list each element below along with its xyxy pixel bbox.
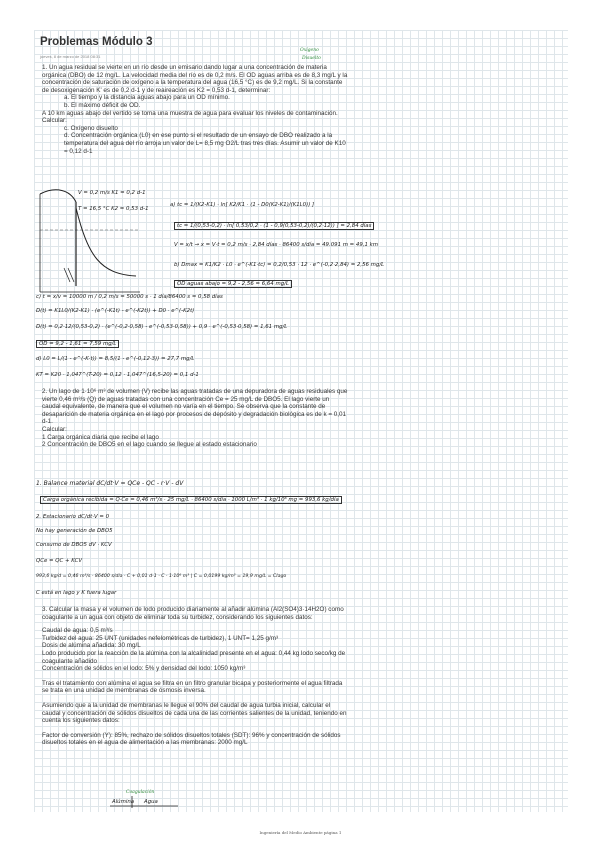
problem-2 — [42, 388, 348, 449]
load-result: Carga orgánica recibida = Q·Ce = 0,46 m³/s · 25 mg/L · 86400 s/día · 1000 L/m³ · 1 kg/10⁶ mg = 993,6 kg/día — [40, 496, 342, 504]
od-minimum: OD aguas abajo = 9,2 - 2,56 = 6,64 mg/L — [174, 280, 292, 288]
problem-1-item-a: a. El tiempo y la distancia aguas abajo para un OD mínimo. — [64, 94, 230, 102]
problem-3-membranes: Asumiendo que a la unidad de membranas le llegue el 90% del caudal de agua turbia inicial, calcular el caudal y concentración de sólidos disueltos de cada una de las corrientes salientes de la unidad, teniendo en cuenta los siguientes datos: — [42, 701, 347, 725]
problem-1-intro: 1. Un agua residual se vierte en un río desde un emisario dando lugar a una concentración de materia orgánica (DBO) de 12 mg/L. La velocidad media del río es de 0,2 m/s. El OD aguas arriba es de 8,3 mg/L y la concentración de saturación de oxígeno a la temperatura del agua (16,5 °C) es de 9,2 mg/L. Si la constante de desoxigenación K' es de 0,2 d-1 y de reaireación es K2 = 0,53 d-1, determinar: — [42, 64, 348, 94]
problem-2-item-2: 2 Concentración de DBO5 en el lago cuando se llegue al estado estacionario — [42, 441, 257, 449]
alumina-label: Alúmina — [112, 799, 135, 805]
balance-line: 1. Balance material dC/dt·V = QCe - QC - r·V - dV — [36, 480, 184, 487]
problem-3-flow: Caudal de agua: 0,5 m³/s — [42, 627, 113, 635]
calc-kt: KT = K20 · 1,047^(T-20) = 0,12 · 1,047^(16,5-20) = 0,1 d-1 — [36, 372, 199, 378]
problem-1-part2: A 10 km aguas abajo del vertido se toma una muestra de agua para evaluar los niveles de contaminación. Calcular: — [42, 109, 338, 125]
consumption: Consumo de DBO5 dV · KCV — [36, 542, 112, 548]
mass-balance: QCe = QC + KCV — [36, 558, 83, 564]
problem-3-turbidity: Turbidez del agua: 25 UNT (unidades nefelométricas de turbidez), 1 UNT= 1,25 g/m³ — [42, 634, 279, 642]
given-t: T = 16,5 °C K2 = 0,53 d-1 — [78, 206, 149, 212]
water-label: Agua — [144, 799, 158, 805]
problem-3 — [42, 606, 350, 747]
lake-note: C está en lago y K fuera lugar — [36, 590, 117, 596]
stamp-top: Oxígeno — [300, 48, 319, 53]
coagulation-sketch — [104, 794, 184, 810]
problem-3-filtration: Tras el tratamiento con alúmina el agua se filtra en un filtro granular bicapa y posteriormente el agua filtrada se trata en una unidad de membranas de ósmosis inversa. — [42, 679, 343, 695]
coagulation-stamp: Coagulación — [126, 790, 155, 795]
page-footer: Ingeniería del Medio Ambiente página 1 — [259, 830, 342, 835]
calc-deficit-formula: D(t) = K1L0/(K2-K1) · (e^(-K1t) - e^(-K2t)) + D0 · e^(-K2t) — [36, 308, 195, 314]
problem-3-sludge: Lodo producido por la reacción de la alúmina con la alcalinidad presente en el agua: 0,44 kg lodo seco/kg de coagulante añadido — [42, 649, 346, 665]
notebook-page — [34, 30, 568, 812]
page-title: Problemas Módulo 3 — [40, 36, 153, 48]
page-date: jueves, 8 de marzo de 2018 08:31 — [40, 54, 101, 59]
river-outline — [40, 190, 76, 202]
calc-deficit-value: D(t) = 0,2·12/(0,53-0,2) · (e^(-0,2·0,58) - e^(-0,53·0,58)) + 0,9 · e^(-0,53·0,58) = 1,61 mg/L — [36, 324, 288, 330]
problem-2-intro: 2. Un lago de 1·10⁶ m³ de volumen (V) recibe las aguas tratadas de una depuradora de aguas residuales que vierte 0,46 m³/s (Q) de aguas tratadas con una concentración Ce = 25 mg/L de DBO5. El lago vierte un caudal equivalente, de manera que el volumen no varía en el tiempo. Se observa que la constante de desaparición de materia orgánica en el lago por procesos de depósito y degradación biológica es de k = 0,01 d-1. — [42, 388, 348, 426]
oxygen-sag-sketch — [36, 188, 144, 298]
stamp-bottom: Disuelto — [302, 56, 321, 61]
sag-curve — [76, 208, 136, 276]
calc-c-time: c) t = x/v = 10000 m / 0,2 m/s = 50000 s · 1 día/86400 s = 0,58 días — [36, 294, 223, 300]
dmax-formula: b) Dmax = K1/K2 · L0 · e^(-K1·tc) = 0,2/0,53 · 12 · e^(-0,2·2,84) = 2,56 mg/L — [174, 262, 385, 268]
problem-1-item-c: c. Oxígeno disuelto — [64, 124, 118, 132]
given-v: V = 0,2 m/s K1 = 0,2 d-1 — [78, 190, 146, 196]
distance-value: V = x/t → x = V·t = 0,2 m/s · 2,84 días · 86400 s/día = 49.091 m = 49,1 km — [174, 242, 378, 248]
problem-1-item-d: d. Concentración orgánica (L0) en ese punto si el resultado de un ensayo de DBO realizado a la temperatura del agua del río arroja un valor de L= 8,5 mg O2/L tras tres días. Asumir un valor de K10 = 0,12 d-1 — [64, 132, 346, 155]
tc-value: tc = 1/(0,53-0,2) · ln[ 0,53/0,2 · (1 - 0,9(0,53-0,2)/(0,2·12)) ] = 2,84 días — [174, 222, 374, 230]
tc-formula: a) tc = 1/(K2-K1) · ln[ K2/K1 · (1 - D0(K2-K1)/(K1L0)) ] — [170, 202, 315, 208]
steady-state: 2. Estacionario dC/dt·V = 0 — [36, 514, 110, 520]
problem-2-item-1: 1 Carga orgánica diaria que recibe el lago — [42, 433, 159, 441]
problem-2-calc: Calcular: — [42, 425, 67, 433]
hatch-mark — [64, 268, 74, 282]
problem-3-dose: Dosis de alúmina añadida: 30 mg/L — [42, 642, 141, 650]
calc-od-value: OD = 9,2 - 1,61 = 7,59 mg/L — [36, 340, 119, 348]
problem-1 — [42, 64, 350, 155]
problem-1-item-b: b. El máximo déficit de OD. — [64, 101, 141, 109]
lake-concentration: 993,6 kg/d = 0,46 m³/s · 86400 s/día · C + 0,01 d-1 · C · 1·10⁶ m³ | C = 0,0199 kg/m³ = 19,9 mg/L = Clago — [36, 574, 287, 579]
problem-3-intro: 3. Calcular la masa y el volumen de lodo producido diariamente al añadir alúmina (Al2(SO4)3·14H2O) como coagulante a un agua con objeto de eliminar toda su turbidez, considerando los siguientes datos: — [42, 606, 344, 621]
problem-3-solids: Concentración de sólidos en el lodo: 5% y densidad del lodo: 1050 kg/m³ — [42, 665, 246, 673]
problem-3-conversion: Factor de conversión (Y): 85%, rechazo de sólidos disueltos totales (SDT): 96% y concentración de sólidos disueltos totales en el agua de alimentación a las membranas: 2000 mg/L — [42, 731, 341, 747]
no-generation: No hay generación de DBO5 — [36, 528, 113, 534]
calc-l0: d) L0 = L/(1 - e^(-K·t)) = 8,5/(1 - e^(-0,12·3)) = 27,7 mg/L — [36, 356, 195, 362]
